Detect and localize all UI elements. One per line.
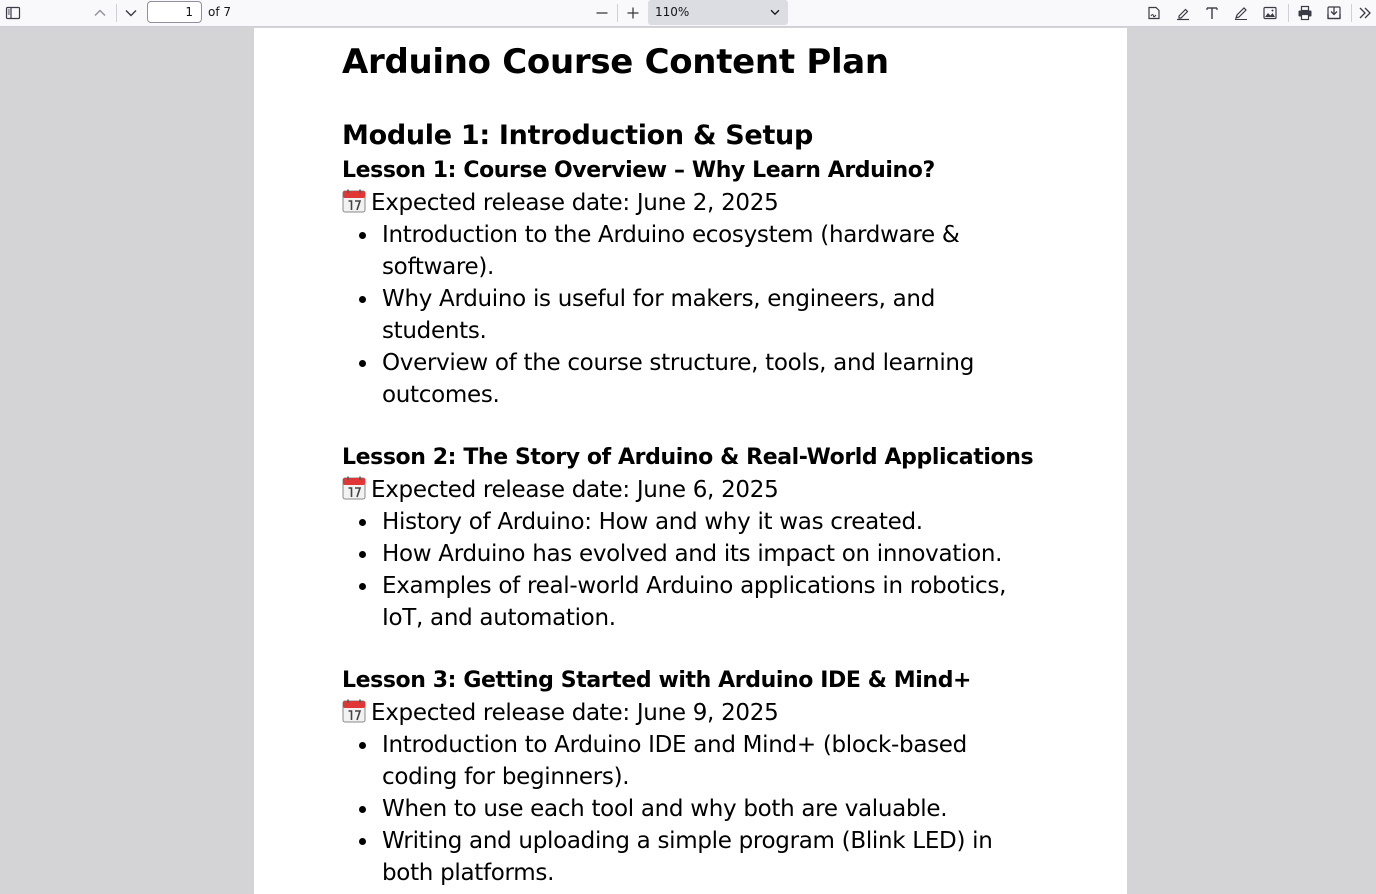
chevron-down-icon [768,5,782,19]
next-page-button[interactable] [118,1,144,25]
chevron-up-icon [92,5,108,21]
sidebar-toggle-button[interactable] [0,1,26,25]
minus-icon [594,5,610,21]
document-title: Arduino Course Content Plan [342,42,889,82]
release-date [342,474,1042,506]
sidebar-toggle-icon [5,5,21,21]
lesson-2 [342,442,1042,634]
lesson-1 [342,155,1042,411]
zoom-select[interactable] [648,0,788,25]
release-date [342,187,1042,219]
module-title: Module 1: Introduction & Setup [342,120,814,151]
draw-icon [1233,5,1249,21]
toolbar-separator [617,4,618,22]
lesson-bullets [342,219,1042,411]
plus-icon [625,5,641,21]
lesson-title: Lesson 3: Getting Started with Arduino IDE & Mind+ [342,668,972,693]
image-icon [1262,5,1278,21]
list-item: Why Arduino is useful for makers, engineers, and students. [382,283,1022,347]
save-button[interactable] [1321,1,1347,25]
list-item: Examples of real-world Arduino applications in robotics, IoT, and automation. [382,570,1022,634]
lesson-bullets [342,506,1042,634]
calendar-icon [342,189,366,213]
highlight-icon [1175,5,1191,21]
calendar-icon [342,476,366,500]
add-text-button[interactable] [1199,1,1225,25]
list-item: History of Arduino: How and why it was created. [382,506,1022,538]
add-image-button[interactable] [1257,1,1283,25]
list-item: Overview of the course structure, tools, and learning outcomes. [382,347,1022,411]
toolbar-separator [116,4,117,22]
list-item: How Arduino has evolved and its impact on innovation. [382,538,1022,570]
lesson-title: Lesson 1: Course Overview – Why Learn Arduino? [342,158,935,183]
signature-icon [1146,5,1162,21]
more-tools-button[interactable] [1354,1,1376,25]
draw-button[interactable] [1228,1,1254,25]
highlight-button[interactable] [1170,1,1196,25]
release-date-text: Expected release date: June 6, 2025 [371,477,779,503]
print-icon [1297,5,1313,21]
lesson-3 [342,665,1042,889]
chevron-down-icon [123,5,139,21]
list-item: Writing and uploading a simple program (Blink LED) in both platforms. [382,825,1022,889]
zoom-in-button[interactable] [620,1,646,25]
calendar-icon [342,699,366,723]
save-icon [1326,5,1342,21]
list-item: When to use each tool and why both are valuable. [382,793,1022,825]
print-button[interactable] [1292,1,1318,25]
add-signature-button[interactable] [1141,1,1167,25]
more-tools-icon [1357,5,1373,21]
release-date [342,697,1042,729]
previous-page-button[interactable] [87,1,113,25]
text-icon [1204,5,1220,21]
toolbar-separator [1351,4,1352,22]
zoom-out-button[interactable] [589,1,615,25]
pdf-toolbar [0,0,1376,27]
zoom-value: 110% [655,5,690,19]
page-number-input[interactable]: 1 [147,1,202,23]
list-item: Introduction to Arduino IDE and Mind+ (block-based coding for beginners). [382,729,1022,793]
page-count-label: of 7 [208,5,232,19]
release-date-text: Expected release date: June 9, 2025 [371,700,779,726]
pdf-page [254,28,1127,894]
release-date-text: Expected release date: June 2, 2025 [371,190,779,216]
lesson-bullets [342,729,1042,889]
list-item: Introduction to the Arduino ecosystem (hardware & software). [382,219,1022,283]
toolbar-separator [1288,4,1289,22]
lesson-title: Lesson 2: The Story of Arduino & Real-World Applications [342,445,1034,470]
